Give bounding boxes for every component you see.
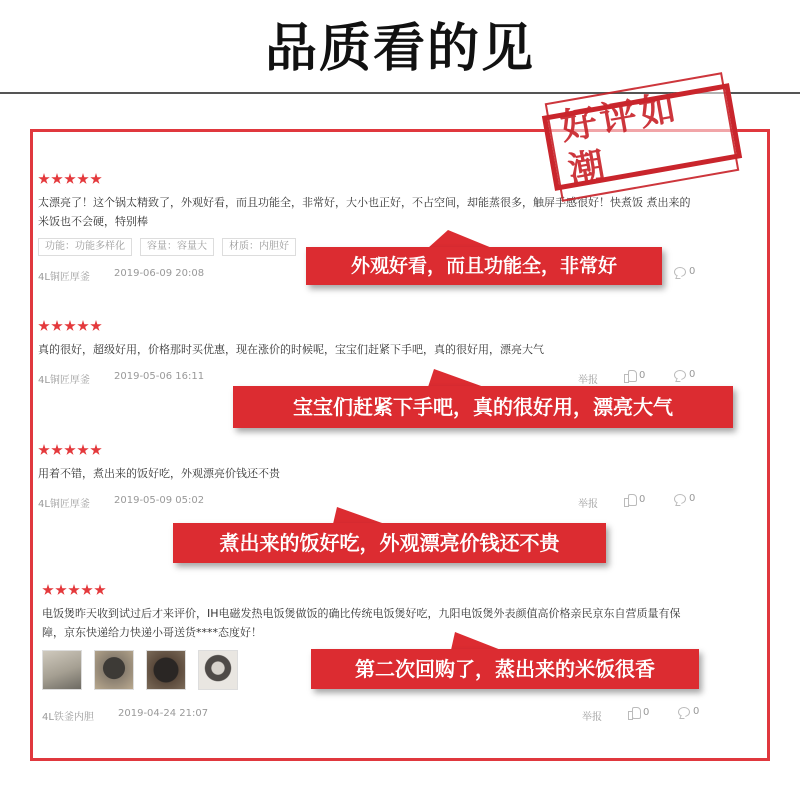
callout-tail (451, 632, 501, 650)
star-icon (51, 173, 63, 185)
star-icon (77, 320, 89, 332)
star-icon (38, 320, 50, 332)
comment-count: 0 (693, 706, 700, 717)
review-tag[interactable]: 容量：容量大 (140, 238, 214, 256)
star-icon (38, 444, 50, 456)
review-text: 电饭煲昨天收到试过后才来评价，IH电磁发热电饭煲做饭的确比传统电饭煲好吃，九阳电饭煲外表颜值高价格亲民京东自营质量有保障，京东快递给力快递小哥送货****态度好！ (42, 607, 681, 639)
star-icon (77, 444, 89, 456)
thumbs-up-icon (624, 493, 636, 505)
review-card (38, 444, 738, 511)
product-variant: 4L铜匠厚釜 (38, 499, 90, 510)
like-button[interactable] (628, 706, 649, 718)
highlight-callout: 外观好看，而且功能全，非常好 (306, 247, 662, 285)
product-variant: 4L铜匠厚釜 (38, 375, 90, 386)
report-link[interactable]: 举报 (578, 499, 598, 510)
page-title: 品质看的见 (264, 19, 535, 79)
star-icon (90, 320, 102, 332)
like-button[interactable] (624, 493, 645, 505)
star-icon (38, 173, 50, 185)
comment-count: 0 (689, 266, 696, 277)
comment-count: 0 (689, 369, 696, 380)
star-icon (90, 173, 102, 185)
like-count: 0 (643, 706, 650, 718)
star-icon (42, 584, 54, 596)
review-date: 2019-06-09 20:08 (114, 268, 205, 279)
review-text: 真的很好，超级好用，价格那时买优惠，现在涨价的时候呢，宝宝们赶紧下手吧，真的很好用，漂亮大气 (38, 343, 544, 356)
highlight-callout: 煮出来的饭好吃，外观漂亮价钱还不贵 (173, 523, 606, 563)
star-icon (64, 173, 76, 185)
star-icon (77, 173, 89, 185)
review-card (38, 320, 738, 387)
comment-icon (674, 494, 686, 504)
callout-tail (333, 507, 385, 524)
review-date: 2019-05-09 05:02 (114, 495, 205, 506)
product-box-photo[interactable] (42, 650, 82, 690)
inner-pot-photo[interactable] (146, 650, 186, 690)
highlight-callout: 宝宝们赶紧下手吧，真的很好用，漂亮大气 (233, 386, 733, 428)
product-variant: 4L铜匠厚釜 (38, 272, 90, 283)
like-count: 0 (639, 369, 646, 381)
thumbs-up-icon (628, 706, 640, 718)
star-icon (51, 320, 63, 332)
highlight-callout: 第二次回购了，蒸出来的米饭很香 (311, 649, 699, 689)
thumbs-up-icon (624, 369, 636, 381)
review-date: 2019-05-06 16:11 (114, 371, 205, 382)
callout-tail (428, 230, 492, 248)
comment-button[interactable] (674, 369, 695, 380)
star-icon (68, 584, 80, 596)
star-rating (42, 584, 742, 598)
star-icon (90, 444, 102, 456)
star-icon (94, 584, 106, 596)
star-icon (64, 320, 76, 332)
stamp-badge (542, 83, 742, 191)
rice-cooker-lid-photo[interactable] (94, 650, 134, 690)
review-meta (38, 369, 738, 387)
review-meta (38, 493, 738, 511)
star-rating (38, 320, 738, 334)
like-button[interactable] (624, 369, 645, 381)
comment-icon (674, 267, 686, 277)
review-date: 2019-04-24 21:07 (118, 708, 209, 719)
comment-count: 0 (689, 493, 696, 504)
report-link[interactable]: 举报 (582, 712, 602, 723)
callout-tail (428, 369, 484, 387)
like-count: 0 (639, 493, 646, 505)
review-meta (42, 706, 742, 724)
comment-icon (678, 707, 690, 717)
stamp-text: 好评如潮 (545, 72, 740, 202)
review-tag[interactable]: 材质：内胆好 (222, 238, 296, 256)
report-link[interactable]: 举报 (578, 375, 598, 386)
comment-button[interactable] (674, 266, 695, 277)
cooker-top-photo[interactable] (198, 650, 238, 690)
star-icon (55, 584, 67, 596)
review-text: 用着不错，煮出来的饭好吃，外观漂亮价钱还不贵 (38, 467, 280, 480)
comment-icon (674, 370, 686, 380)
star-icon (64, 444, 76, 456)
review-tag[interactable]: 功能：功能多样化 (38, 238, 132, 256)
star-icon (51, 444, 63, 456)
comment-button[interactable] (674, 493, 695, 504)
comment-button[interactable] (678, 706, 699, 717)
review-text: 太漂亮了！这个锅太精致了，外观好看，而且功能全，非常好，大小也正好，不占空间，却能蒸很多，触屏手感很好！快煮饭 煮出来的米饭也不会硬，特别棒 (38, 196, 691, 228)
star-rating (38, 444, 738, 458)
star-icon (81, 584, 93, 596)
product-variant: 4L铁釜内胆 (42, 712, 94, 723)
